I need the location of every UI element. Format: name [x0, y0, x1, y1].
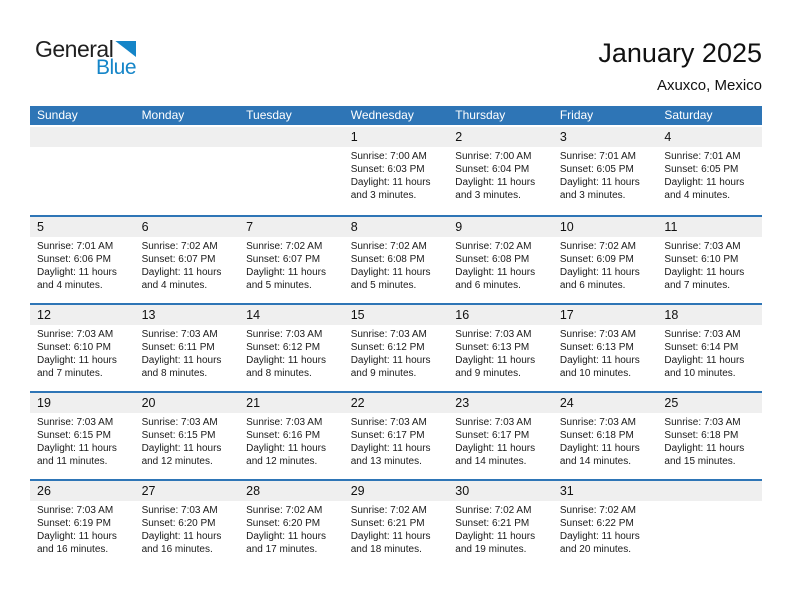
day-details [448, 413, 553, 469]
day-number-band [657, 393, 762, 413]
day-details [448, 325, 553, 381]
day-number: 15 [350, 308, 365, 322]
week-row [30, 303, 762, 391]
daylight-text: Daylight: 11 hours and 5 minutes. [350, 266, 431, 291]
day-cell [657, 305, 762, 391]
day-number-band [657, 481, 762, 501]
day-details [657, 413, 762, 469]
sunset-text: Sunset: 6:06 PM [37, 253, 111, 265]
day-cell [344, 481, 449, 567]
weekday-header-tuesday: Tuesday [246, 108, 292, 122]
daylight-text: Daylight: 11 hours and 14 minutes. [455, 442, 536, 467]
weekday-header-saturday: Saturday [664, 108, 713, 122]
sunrise-text: Sunrise: 7:03 AM [37, 417, 114, 428]
day-number-band [135, 127, 240, 147]
day-number: 7 [246, 220, 254, 234]
daylight-text: Daylight: 11 hours and 4 minutes. [37, 266, 117, 291]
sunset-text: Sunset: 6:13 PM [559, 341, 634, 353]
daylight-text: Daylight: 11 hours and 3 minutes. [350, 176, 431, 201]
weekday-header-sunday: Sunday [37, 108, 78, 122]
day-details [30, 325, 135, 381]
day-number: 1 [350, 130, 358, 144]
day-cell [448, 481, 553, 567]
sunrise-text: Sunrise: 7:03 AM [37, 329, 114, 340]
sunset-text: Sunset: 6:10 PM [37, 341, 111, 353]
logo-text-general: General [35, 36, 114, 62]
sunrise-text: Sunrise: 7:02 AM [246, 505, 323, 516]
day-number-band [30, 305, 135, 325]
day-cell [30, 305, 135, 391]
day-number-band [30, 217, 135, 237]
sunrise-text: Sunrise: 7:00 AM [455, 151, 532, 162]
daylight-text: Daylight: 11 hours and 10 minutes. [559, 354, 640, 379]
sunset-text: Sunset: 6:17 PM [455, 429, 530, 441]
daylight-text: Daylight: 11 hours and 13 minutes. [350, 442, 431, 467]
sunset-text: Sunset: 6:15 PM [141, 429, 216, 441]
sunset-text: Sunset: 6:07 PM [246, 253, 321, 265]
sunset-text: Sunset: 6:08 PM [455, 253, 530, 265]
sunset-text: Sunset: 6:10 PM [664, 253, 739, 265]
daylight-text: Daylight: 11 hours and 8 minutes. [141, 354, 222, 379]
sunset-text: Sunset: 6:03 PM [350, 163, 425, 175]
sunset-text: Sunset: 6:19 PM [37, 517, 111, 529]
day-cell [135, 305, 240, 391]
day-cell [344, 305, 449, 391]
daylight-text: Daylight: 11 hours and 15 minutes. [664, 442, 745, 467]
day-details [657, 325, 762, 381]
day-cell [344, 393, 449, 479]
day-details [135, 325, 240, 381]
sunset-text: Sunset: 6:21 PM [455, 517, 530, 529]
sunrise-text: Sunrise: 7:01 AM [664, 151, 741, 162]
location-subtitle: Axuxco, Mexico [656, 77, 762, 94]
day-cell [553, 305, 658, 391]
sunset-text: Sunset: 6:18 PM [664, 429, 739, 441]
day-number: 22 [350, 396, 365, 410]
day-details [30, 237, 135, 293]
sunrise-text: Sunrise: 7:03 AM [455, 417, 532, 428]
sunrise-text: Sunrise: 7:03 AM [664, 329, 741, 340]
sunrise-text: Sunrise: 7:03 AM [664, 417, 741, 428]
day-cell [448, 127, 553, 215]
day-number-band [448, 305, 553, 325]
daylight-text: Daylight: 11 hours and 19 minutes. [455, 530, 536, 555]
day-number-band [344, 127, 449, 147]
day-cell [30, 217, 135, 303]
day-number: 19 [37, 396, 51, 410]
day-cell [553, 393, 658, 479]
day-number: 26 [37, 484, 51, 498]
sunrise-text: Sunrise: 7:02 AM [455, 241, 532, 252]
day-cell [135, 481, 240, 567]
sunrise-text: Sunrise: 7:02 AM [246, 241, 323, 252]
day-number: 25 [664, 396, 679, 410]
day-number: 16 [455, 308, 470, 322]
weekday-header-thursday: Thursday [455, 108, 506, 122]
day-cell [448, 393, 553, 479]
sunrise-text: Sunrise: 7:02 AM [559, 505, 636, 516]
day-cell [553, 217, 658, 303]
day-number: 2 [455, 130, 463, 144]
day-number: 14 [246, 308, 261, 322]
daylight-text: Daylight: 11 hours and 4 minutes. [141, 266, 222, 291]
sunrise-text: Sunrise: 7:02 AM [350, 241, 427, 252]
daylight-text: Daylight: 11 hours and 3 minutes. [559, 176, 640, 201]
day-cell [344, 127, 449, 215]
sunrise-text: Sunrise: 7:02 AM [455, 505, 532, 516]
sunset-text: Sunset: 6:08 PM [350, 253, 425, 265]
day-number: 6 [141, 220, 149, 234]
daylight-text: Daylight: 11 hours and 14 minutes. [559, 442, 640, 467]
day-cell [239, 393, 344, 479]
day-details [553, 237, 658, 293]
daylight-text: Daylight: 11 hours and 20 minutes. [559, 530, 640, 555]
day-number-band [448, 127, 553, 147]
day-number-band [448, 393, 553, 413]
day-number-band [30, 127, 135, 147]
title-block [598, 38, 762, 94]
day-number: 9 [455, 220, 463, 234]
day-number-band [344, 217, 449, 237]
sunrise-text: Sunrise: 7:03 AM [246, 329, 323, 340]
day-details [30, 501, 135, 557]
day-number-band [553, 127, 658, 147]
day-number: 12 [37, 308, 51, 322]
sunset-text: Sunset: 6:05 PM [664, 163, 739, 175]
day-cell [657, 393, 762, 479]
day-cell [135, 393, 240, 479]
day-details [135, 237, 240, 293]
day-cell [30, 393, 135, 479]
day-number-band [239, 217, 344, 237]
day-number-band [657, 217, 762, 237]
day-number-band [553, 217, 658, 237]
day-cell [657, 127, 762, 215]
daylight-text: Daylight: 11 hours and 10 minutes. [664, 354, 745, 379]
day-details [239, 413, 344, 469]
day-number-band [553, 305, 658, 325]
week-row [30, 215, 762, 303]
day-details [553, 501, 658, 557]
daylight-text: Daylight: 11 hours and 3 minutes. [455, 176, 536, 201]
sunrise-text: Sunrise: 7:02 AM [141, 241, 218, 252]
day-number: 24 [559, 396, 574, 410]
sunrise-text: Sunrise: 7:03 AM [559, 329, 636, 340]
day-number: 4 [664, 130, 672, 144]
day-details [344, 237, 449, 293]
daylight-text: Daylight: 11 hours and 7 minutes. [37, 354, 117, 379]
day-number-band [30, 481, 135, 501]
sunset-text: Sunset: 6:15 PM [37, 429, 111, 441]
daylight-text: Daylight: 11 hours and 17 minutes. [246, 530, 326, 555]
day-number-band [135, 305, 240, 325]
sunrise-text: Sunrise: 7:00 AM [350, 151, 427, 162]
day-number-band [239, 305, 344, 325]
logo-text-blue: Blue [95, 56, 136, 79]
day-details [239, 501, 344, 557]
week-row [30, 479, 762, 567]
daylight-text: Daylight: 11 hours and 9 minutes. [350, 354, 431, 379]
daylight-text: Daylight: 11 hours and 6 minutes. [559, 266, 640, 291]
sunset-text: Sunset: 6:11 PM [141, 341, 215, 353]
day-details [344, 501, 449, 557]
day-number: 30 [455, 484, 470, 498]
daylight-text: Daylight: 11 hours and 8 minutes. [246, 354, 326, 379]
day-number-band [344, 305, 449, 325]
day-details [344, 413, 449, 469]
day-number: 29 [350, 484, 365, 498]
sunrise-text: Sunrise: 7:03 AM [37, 505, 114, 516]
day-number: 20 [141, 396, 156, 410]
sunrise-text: Sunrise: 7:01 AM [37, 241, 114, 252]
day-cell [448, 305, 553, 391]
day-number: 21 [246, 396, 261, 410]
daylight-text: Daylight: 11 hours and 12 minutes. [141, 442, 222, 467]
day-details [553, 147, 658, 203]
day-details [344, 325, 449, 381]
sunset-text: Sunset: 6:07 PM [141, 253, 216, 265]
sunrise-text: Sunrise: 7:03 AM [141, 505, 218, 516]
sunrise-text: Sunrise: 7:03 AM [350, 417, 427, 428]
day-details [553, 413, 658, 469]
empty-day-cell [30, 127, 135, 215]
daylight-text: Daylight: 11 hours and 16 minutes. [141, 530, 222, 555]
sunset-text: Sunset: 6:12 PM [350, 341, 425, 353]
day-number-band [239, 481, 344, 501]
daylight-text: Daylight: 11 hours and 5 minutes. [246, 266, 326, 291]
day-number: 5 [37, 220, 44, 234]
day-cell [553, 127, 658, 215]
day-cell [30, 481, 135, 567]
sunrise-text: Sunrise: 7:03 AM [246, 417, 323, 428]
sunset-text: Sunset: 6:09 PM [559, 253, 634, 265]
sunset-text: Sunset: 6:16 PM [246, 429, 321, 441]
day-cell [344, 217, 449, 303]
sunrise-text: Sunrise: 7:02 AM [559, 241, 636, 252]
day-details [657, 237, 762, 293]
day-cell [135, 217, 240, 303]
day-cell [239, 481, 344, 567]
day-number: 11 [664, 220, 678, 234]
day-cell [239, 217, 344, 303]
daylight-text: Daylight: 11 hours and 6 minutes. [455, 266, 536, 291]
day-details [30, 413, 135, 469]
day-number-band [553, 481, 658, 501]
day-number: 17 [559, 308, 574, 322]
day-cell [553, 481, 658, 567]
day-number: 28 [246, 484, 261, 498]
sunset-text: Sunset: 6:14 PM [664, 341, 739, 353]
sunset-text: Sunset: 6:04 PM [455, 163, 530, 175]
daylight-text: Daylight: 11 hours and 9 minutes. [455, 354, 536, 379]
empty-day-cell [239, 127, 344, 215]
empty-day-cell [135, 127, 240, 215]
sunrise-text: Sunrise: 7:01 AM [559, 151, 636, 162]
day-details [553, 325, 658, 381]
sunset-text: Sunset: 6:05 PM [559, 163, 634, 175]
day-number-band [239, 127, 344, 147]
daylight-text: Daylight: 11 hours and 11 minutes. [37, 442, 117, 467]
sunset-text: Sunset: 6:21 PM [350, 517, 425, 529]
sunset-text: Sunset: 6:12 PM [246, 341, 321, 353]
logo-triangle-icon [115, 41, 136, 57]
day-details [239, 325, 344, 381]
sunrise-text: Sunrise: 7:03 AM [141, 417, 218, 428]
sunrise-text: Sunrise: 7:03 AM [559, 417, 636, 428]
day-number-band [344, 481, 449, 501]
day-details [239, 237, 344, 293]
daylight-text: Daylight: 11 hours and 16 minutes. [37, 530, 117, 555]
day-number-band [344, 393, 449, 413]
day-cell [448, 217, 553, 303]
sunset-text: Sunset: 6:20 PM [141, 517, 216, 529]
week-row [30, 127, 762, 215]
day-details [135, 501, 240, 557]
day-details [448, 237, 553, 293]
day-cell [239, 305, 344, 391]
sunrise-text: Sunrise: 7:03 AM [664, 241, 741, 252]
day-number: 18 [664, 308, 679, 322]
day-details [448, 147, 553, 203]
weekday-header-monday: Monday [141, 108, 185, 122]
weekday-header-row [30, 106, 762, 125]
daylight-text: Daylight: 11 hours and 12 minutes. [246, 442, 326, 467]
day-number-band [239, 393, 344, 413]
day-number: 8 [350, 220, 358, 234]
day-number: 13 [141, 308, 156, 322]
sunset-text: Sunset: 6:13 PM [455, 341, 530, 353]
day-number: 27 [141, 484, 156, 498]
day-number: 23 [455, 396, 470, 410]
day-details [344, 147, 449, 203]
sunrise-text: Sunrise: 7:03 AM [350, 329, 427, 340]
day-details [135, 413, 240, 469]
daylight-text: Daylight: 11 hours and 4 minutes. [664, 176, 745, 201]
day-number-band [448, 217, 553, 237]
weekday-header-friday: Friday [559, 108, 594, 122]
day-cell [657, 217, 762, 303]
day-number-band [135, 393, 240, 413]
sunset-text: Sunset: 6:22 PM [559, 517, 634, 529]
empty-day-cell [657, 481, 762, 567]
calendar-table [30, 106, 762, 567]
sunset-text: Sunset: 6:18 PM [559, 429, 634, 441]
day-number-band [657, 305, 762, 325]
day-number-band [553, 393, 658, 413]
day-number-band [448, 481, 553, 501]
day-details [448, 501, 553, 557]
sunset-text: Sunset: 6:20 PM [246, 517, 321, 529]
day-number-band [657, 127, 762, 147]
weekday-header-wednesday: Wednesday [350, 108, 414, 122]
day-number-band [30, 393, 135, 413]
general-blue-logo [35, 38, 136, 78]
daylight-text: Daylight: 11 hours and 18 minutes. [350, 530, 431, 555]
month-title: January 2025 [598, 38, 762, 68]
day-number: 3 [559, 130, 567, 144]
day-number: 10 [559, 220, 574, 234]
sunrise-text: Sunrise: 7:03 AM [141, 329, 218, 340]
sunrise-text: Sunrise: 7:03 AM [455, 329, 532, 340]
daylight-text: Daylight: 11 hours and 7 minutes. [664, 266, 745, 291]
day-number-band [135, 217, 240, 237]
day-number: 31 [559, 484, 574, 498]
calendar-grid [30, 127, 762, 567]
day-details [657, 147, 762, 203]
sunset-text: Sunset: 6:17 PM [350, 429, 425, 441]
sunrise-text: Sunrise: 7:02 AM [350, 505, 427, 516]
week-row [30, 391, 762, 479]
day-number-band [135, 481, 240, 501]
